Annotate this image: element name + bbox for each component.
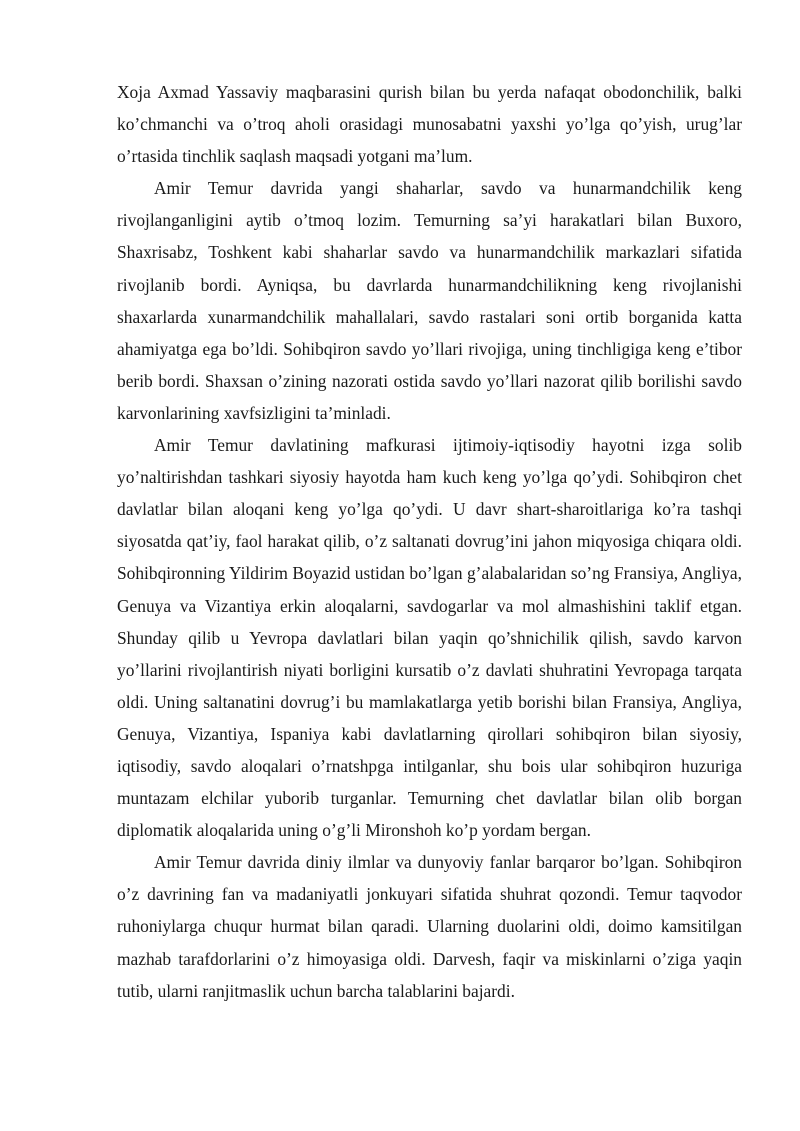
paragraph-cities-trade: Amir Temur davrida yangi shaharlar, savdo va hunarmandchilik keng rivojlanganligini aytib o’tmoq lozim. Temurning sa’yi harakatlari bilan Buxoro, Shaxrisabz, Toshkent kabi shaharlar savdo va hunarmandchilik markazlari sifatida rivojlanib bordi. Ayniqsa, bu davrlarda hunarmandchilikning keng rivojlanishi shaxarlarda xunarmandchilik mahallalari, savdo rastalari soni ortib borganida katta ahamiyatga ega bo’ldi. Sohibqiron savdo yo’llari rivojiga, uning tinchligiga keng e’tibor berib bordi. Shaxsan o’zining nazorati ostida savdo yo’llari nazorat qilib borilishi savdo karvonlarining xavfsizligini ta’minladi. [117, 178, 742, 423]
body-text [117, 76, 742, 1007]
paragraph-foreign-relations: Amir Temur davlatining mafkurasi ijtimoiy-iqtisodiy hayotni izga solib yo’naltirishdan tashkari siyosiy hayotda ham kuch keng yo’lga qo’ydi. Sohibqiron chet davlatlar bilan aloqani keng yo’lga qo’ydi. U davr shart-sharoitlariga ko’ra tashqi siyosatda qat’iy, faol harakat qilib, o’z saltanati dovrug’ini jahon miqyosiga chiqara oldi. Sohibqironning Yildirim Boyazid ustidan bo’lgan g’alabalaridan so’ng Fransiya, Angliya, Genuya va Vizantiya erkin aloqalarni, savdogarlar va mol almashishini taklif etgan. Shunday qilib u Yevropa davlatlari bilan yaqin qo’shnichilik qilish, savdo karvon yo’llarini rivojlantirish niyati borligini kursatib o’z davlati shuhratini Yevropaga tarqata oldi. Uning saltanatini dovrug’i bu mamlakatlarga yetib borishi bilan Fransiya, Angliya, Genuya, Vizantiya, Ispaniya kabi davlatlarning qirollari sohibqiron bilan siyosiy, iqtisodiy, savdo aloqalari o’rnatshpga intilganlar, shu bois ular sohibqiron huzuriga muntazam elchilar yuborib turganlar. Temurning chet davlatlar bilan olib borgan diplomatik aloqalarida uning o’g’li Mironshoh ko’p yordam bergan. [117, 435, 742, 841]
paragraph-religion-science: Amir Temur davrida diniy ilmlar va dunyoviy fanlar barqaror bo’lgan. Sohibqiron o’z davrining fan va madaniyatli jonkuyari sifatida shuhrat qozondi. Temur taqvodor ruhoniylarga chuqur hurmat bilan qaradi. Ularning duolarini oldi, doimo kamsitilgan mazhab tarafdorlarini o’z himoyasiga oldi. Darvesh, faqir va miskinlarni o’ziga yaqin tutib, ularni ranjitmaslik uchun barcha talablarini bajardi. [117, 852, 742, 1001]
paragraph-continuation: Xoja Axmad Yassaviy maqbarasini qurish bilan bu yerda nafaqat obodonchilik, balki ko’chmanchi va o’troq aholi orasidagi munosabatni yaxshi yo’lga qo’yish, urug’lar o’rtasida tinchlik saqlash maqsadi yotgani ma’lum. [117, 82, 742, 167]
